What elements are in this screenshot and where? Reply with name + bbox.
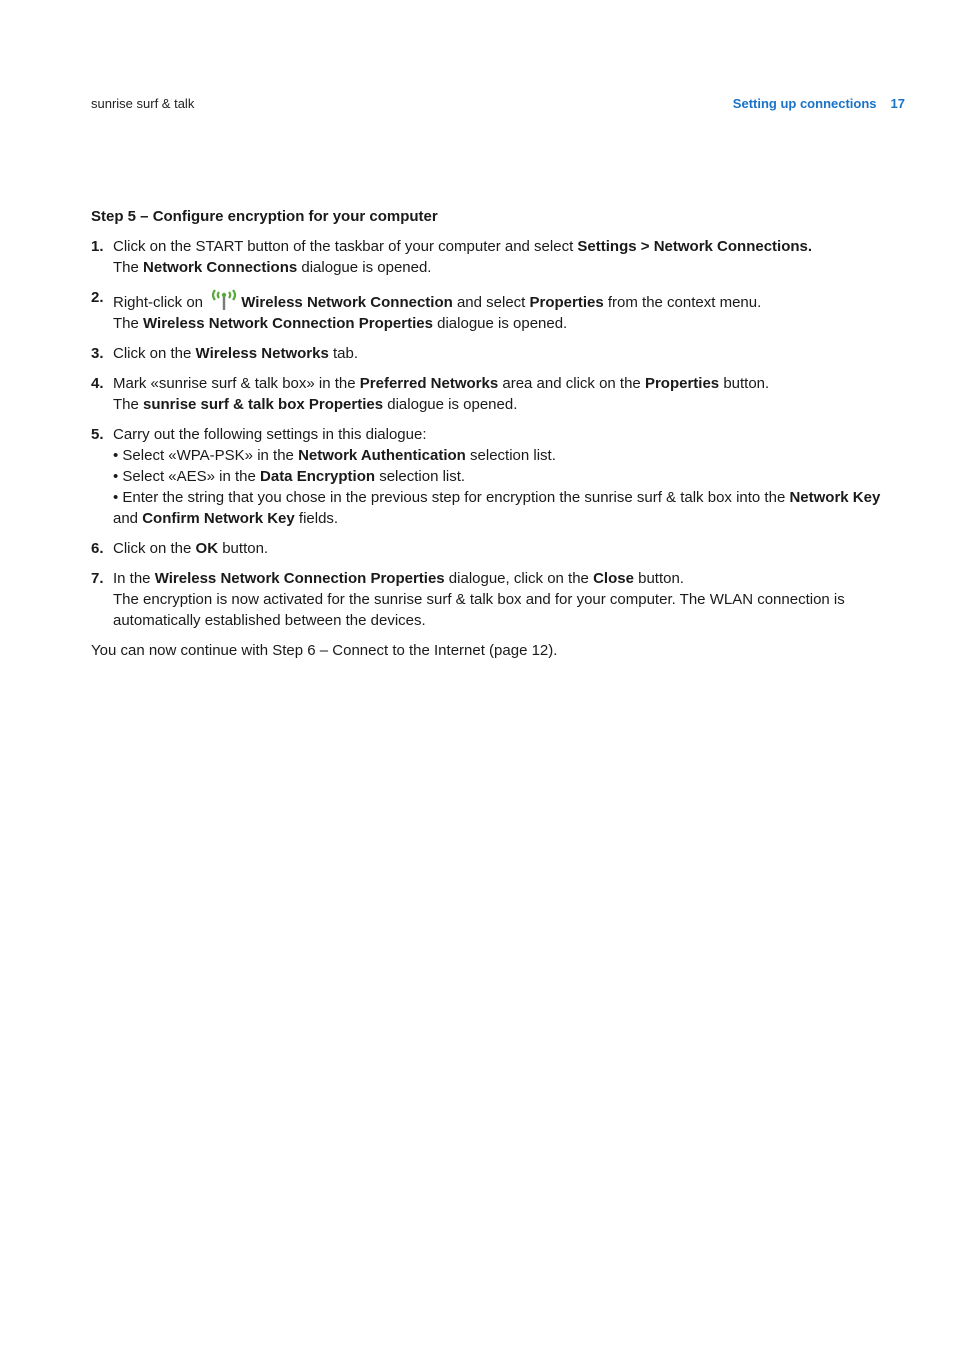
item-line: Click on the START button of the taskbar of your computer and select Settings > Network Connections.	[113, 238, 813, 255]
item-number: 4.	[91, 375, 104, 392]
item-line: Click on the OK button.	[113, 540, 269, 557]
wireless-network-icon	[209, 287, 239, 311]
running-header: sunrise surf & talk	[91, 96, 195, 111]
item-line: The encryption is now activated for the sunrise surf & talk box and for your computer. The WLAN connection is automatically established between the devices.	[113, 591, 845, 629]
list-item	[91, 373, 881, 415]
item-line: In the Wireless Network Connection Properties dialogue, click on the Close button.	[113, 570, 684, 587]
item-line: Mark «sunrise surf & talk box» in the Preferred Networks area and click on the Properties button.	[113, 375, 770, 392]
list-item	[91, 568, 881, 631]
list-item	[91, 538, 881, 559]
item-line: Click on the Wireless Networks tab.	[113, 345, 358, 362]
item-number: 2.	[91, 289, 104, 306]
section-title: Setting up connections	[732, 96, 877, 111]
bullet-line: • Enter the string that you chose in the previous step for encryption the sunrise surf & talk box into the Network Key and Confirm Network Key fields.	[113, 489, 881, 527]
item-line: Right-click on Wireless Network Connection and select Properties from the context menu.	[113, 287, 881, 313]
bullet-line: • Select «WPA-PSK» in the Network Authentication selection list.	[113, 447, 556, 464]
page-number: 17	[890, 96, 905, 111]
item-number: 6.	[91, 540, 104, 557]
instruction-list	[91, 236, 881, 631]
item-number: 7.	[91, 570, 104, 587]
closing-paragraph: You can now continue with Step 6 – Connect to the Internet (page 12).	[91, 642, 558, 659]
item-number: 1.	[91, 238, 104, 255]
bullet-line: • Select «AES» in the Data Encryption selection list.	[113, 468, 466, 485]
item-number: 5.	[91, 426, 104, 443]
document-body	[91, 206, 881, 661]
list-item	[91, 236, 881, 278]
item-line: Carry out the following settings in this dialogue:	[113, 426, 427, 443]
item-number: 3.	[91, 345, 104, 362]
item-line: The Wireless Network Connection Properties dialogue is opened.	[113, 315, 568, 332]
list-item	[91, 424, 881, 529]
list-item	[91, 343, 881, 364]
list-item	[91, 287, 881, 334]
item-line: The Network Connections dialogue is opened.	[113, 259, 432, 276]
step-title: Step 5 – Configure encryption for your computer	[91, 208, 438, 225]
item-line: The sunrise surf & talk box Properties dialogue is opened.	[113, 396, 518, 413]
section-header	[733, 96, 905, 111]
